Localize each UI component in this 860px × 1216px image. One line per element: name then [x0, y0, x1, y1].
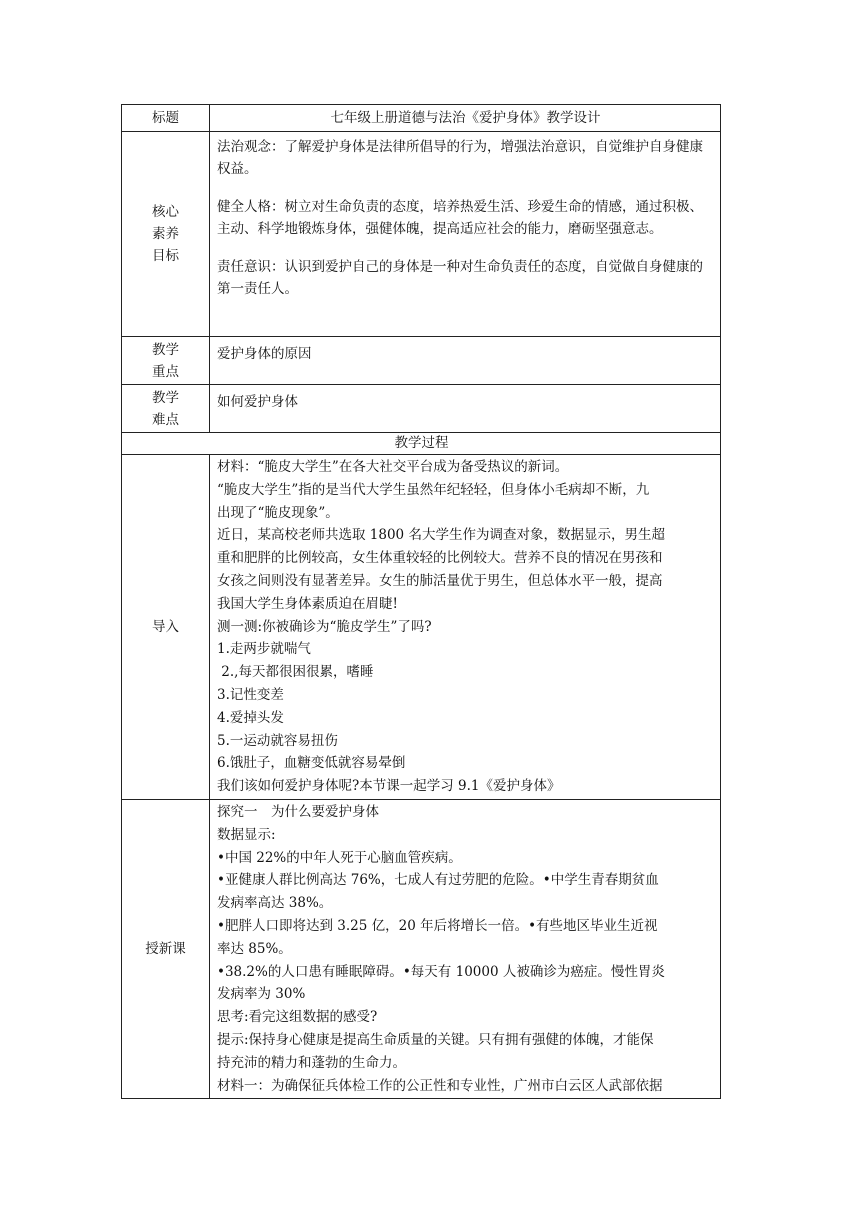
new-lesson-row: [122, 799, 721, 1098]
intro-label: 导入: [122, 455, 210, 800]
intro-line: 我们该如何爱护身体呢?本节课一起学习 9.1《爱护身体》: [217, 778, 561, 795]
difficulty-label: 教学 难点: [122, 385, 210, 433]
difficulty-value: 如何爱护身体: [210, 385, 721, 433]
intro-line: 女孩之间则没有显著差异。女生的肺活量优于男生，但总体水平一般，提高: [217, 572, 663, 589]
new-line: 提示:保持身心健康是提高生命质量的关键。只有拥有强健的体魄，才能保: [217, 1031, 654, 1048]
core-goals-row: [122, 132, 721, 337]
process-header: 教学过程: [122, 433, 721, 455]
new-lesson-label: 授新课: [122, 799, 210, 1098]
intro-line: “脆皮大学生”指的是当代大学生虽然年纪轻轻，但身体小毛病却不断，九: [217, 481, 650, 498]
intro-line: 1.走两步就喘气: [217, 641, 311, 658]
title-value: 七年级上册道德与法治《爱护身体》教学设计: [210, 105, 721, 132]
focus-value: 爱护身体的原因: [210, 337, 721, 385]
intro-row: [122, 455, 721, 800]
intro-line: 近日，某高校老师共选取 1800 名大学生作为调查对象，数据显示，男生超: [217, 527, 665, 544]
new-lesson-content: [210, 799, 721, 1098]
new-line: 数据显示:: [217, 826, 276, 843]
difficulty-row: [122, 385, 721, 433]
new-line: 发病率为 30%: [217, 986, 306, 1003]
new-line: 探究一 为什么要爱护身体: [217, 803, 379, 820]
goal-law: 法治观念：了解爱护身体是法律所倡导的行为，增强法治意识，自觉维护自身健康权益。: [217, 139, 703, 177]
intro-line: 5.一运动就容易扭伤: [217, 732, 338, 749]
core-goals-content: [210, 132, 721, 337]
title-label: 标题: [122, 105, 210, 132]
intro-line: 3.记性变差: [217, 686, 284, 703]
focus-label: 教学 重点: [122, 337, 210, 385]
new-line: 思考:看完这组数据的感受?: [217, 1009, 378, 1026]
new-line: •肥胖人口即将达到 3.25 亿，20 年后将增长一倍。•有些地区毕业生近视: [217, 917, 658, 934]
new-line: •中国 22%的中年人死于心脑血管疾病。: [217, 849, 462, 866]
goal-responsibility: 责任意识：认识到爱护自己的身体是一种对生命负责任的态度，自觉做自身健康的第一责任人。: [217, 259, 703, 297]
intro-content: [210, 455, 721, 800]
core-goals-label: 核心 素养 目标: [122, 132, 210, 337]
lesson-plan-table: [121, 104, 721, 1099]
process-header-row: [122, 433, 721, 455]
focus-row: [122, 337, 721, 385]
new-line: •亚健康人群比例高达 76%，七成人有过劳肥的危险。•中学生青春期贫血: [217, 872, 659, 889]
intro-line: 2.,每天都很困很累，嗜睡: [217, 664, 374, 681]
intro-line: 4.爱掉头发: [217, 709, 284, 726]
new-line: 材料一：为确保征兵体检工作的公正性和专业性，广州市白云区人武部依据: [217, 1077, 663, 1094]
intro-line: 材料：“脆皮大学生”在各大社交平台成为备受热议的新词。: [217, 459, 569, 475]
intro-line: 重和肥胖的比例较高，女生体重较轻的比例较大。营养不良的情况在男孩和: [217, 550, 663, 567]
new-line: 率达 85%。: [217, 940, 292, 957]
new-line: •38.2%的人口患有睡眠障碍。•每天有 10000 人被确诊为癌症。慢性胃炎: [217, 963, 665, 980]
intro-line: 测一测:你被确诊为“脆皮学生”了吗?: [217, 618, 432, 635]
intro-line: 我国大学生身体素质迫在眉睫!: [217, 595, 398, 612]
title-row: [122, 105, 721, 132]
goal-personality: 健全人格：树立对生命负责的态度，培养热爱生活、珍爱生命的情感，通过积极、主动、科学地锻炼身体，强健体魄，提高适应社会的能力，磨砺坚强意志。: [217, 199, 703, 237]
intro-line: 6.饿肚子，血糖变低就容易晕倒: [217, 755, 406, 772]
new-line: 发病率高达 38%。: [217, 895, 333, 912]
new-line: 持充沛的精力和蓬勃的生命力。: [217, 1054, 406, 1071]
intro-line: 出现了“脆皮现象”。: [217, 504, 339, 521]
